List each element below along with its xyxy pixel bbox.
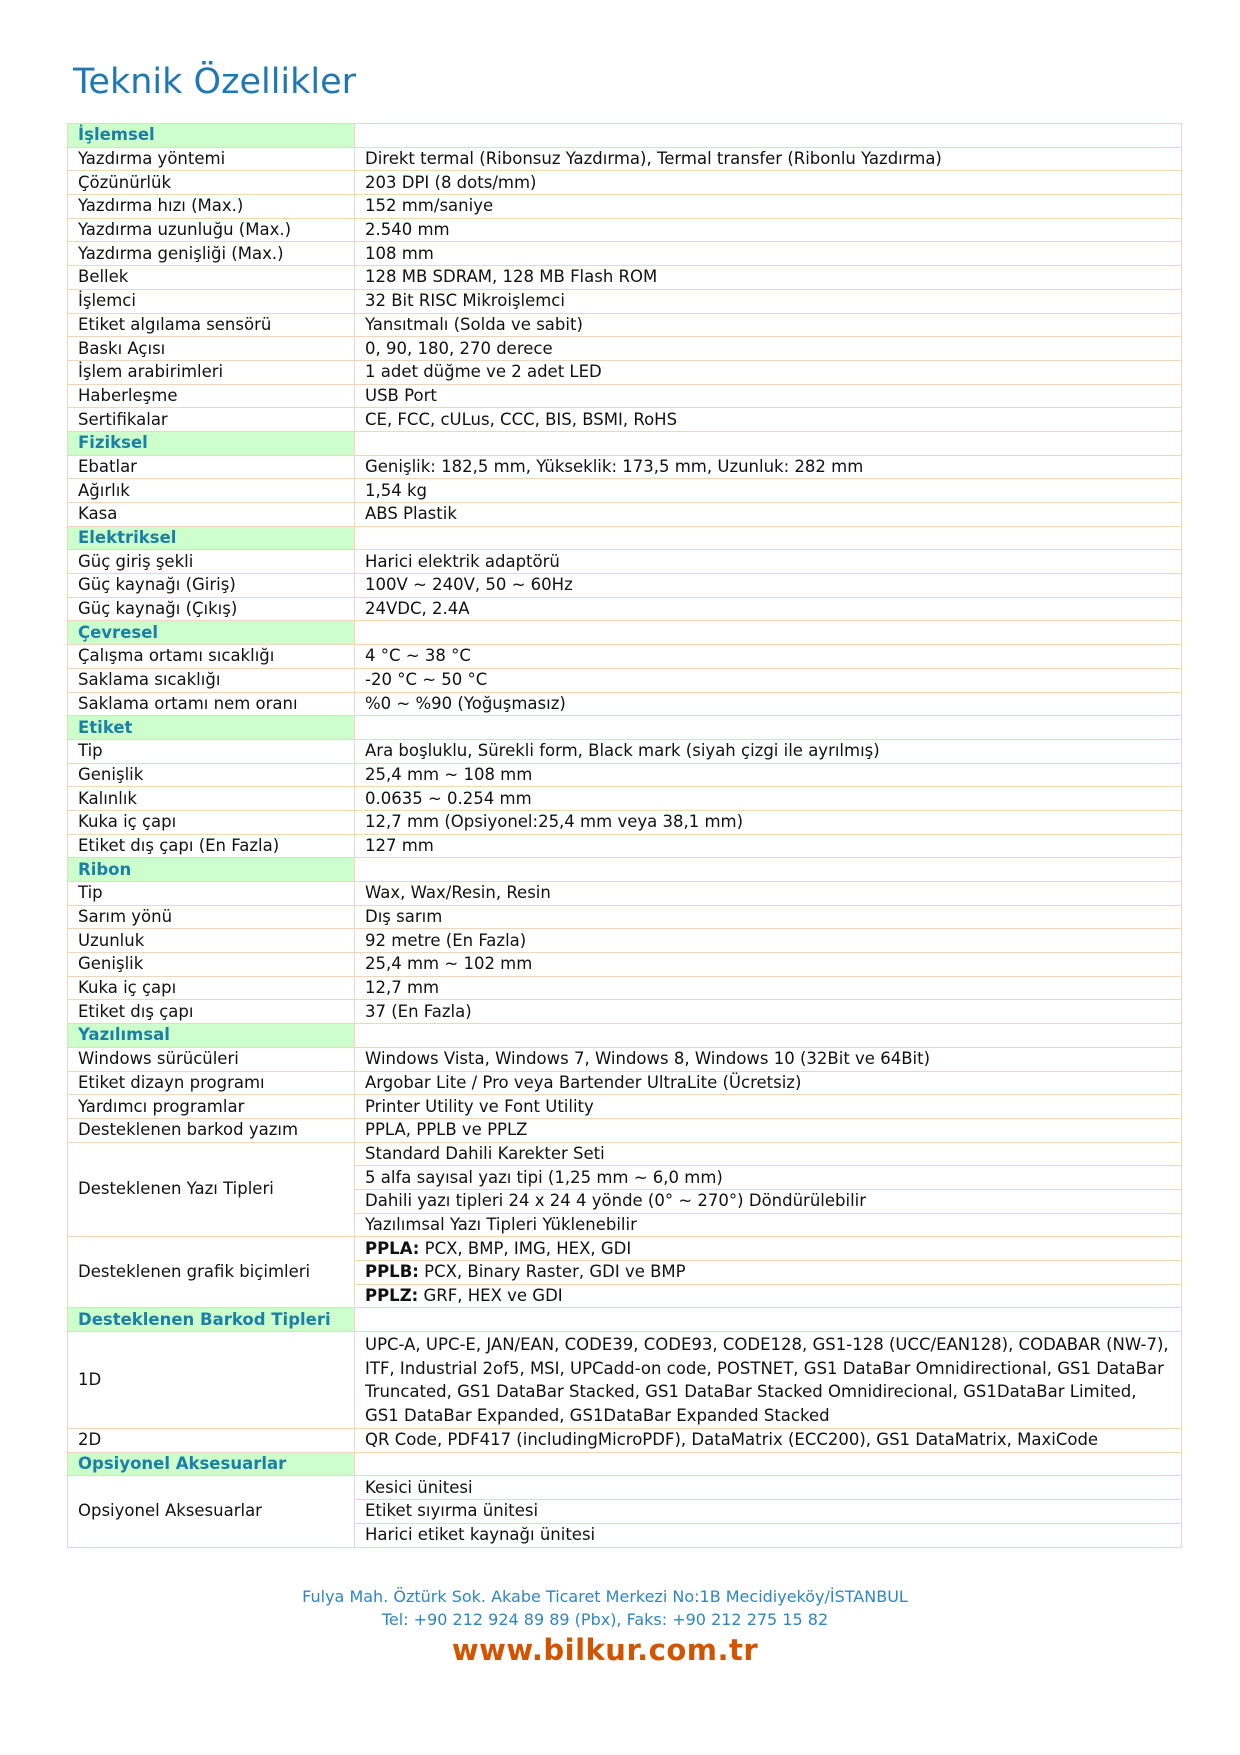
footer-address: Fulya Mah. Öztürk Sok. Akabe Ticaret Merkezi No:1B Mecidiyeköy/İSTANBUL xyxy=(302,1587,908,1606)
spec-value: Dış sarım xyxy=(355,905,1182,929)
table-row xyxy=(68,1429,1182,1453)
table-row xyxy=(68,1476,1182,1500)
spec-label: Sertifikalar xyxy=(68,408,355,432)
table-row xyxy=(68,1047,1182,1071)
spec-label: Genişlik xyxy=(68,763,355,787)
format-list: GRF, HEX ve GDI xyxy=(418,1286,563,1306)
table-row xyxy=(68,668,1182,692)
spec-value: 128 MB SDRAM, 128 MB Flash ROM xyxy=(355,266,1182,290)
spec-value: 1 adet düğme ve 2 adet LED xyxy=(355,360,1182,384)
table-row xyxy=(68,574,1182,598)
spec-value: 152 mm/saniye xyxy=(355,195,1182,219)
spec-value: 12,7 mm xyxy=(355,976,1182,1000)
spec-label: Desteklenen grafik biçimleri xyxy=(68,1237,355,1308)
spec-value: Harici etiket kaynağı ünitesi xyxy=(355,1523,1182,1547)
spec-label: Kalınlık xyxy=(68,787,355,811)
spec-value: %0 ~ %90 (Yoğuşmasız) xyxy=(355,692,1182,716)
spec-label: Genişlik xyxy=(68,953,355,977)
spec-value: Genişlik: 182,5 mm, Yükseklik: 173,5 mm, Uzunluk: 282 mm xyxy=(355,455,1182,479)
spec-label: Güç giriş şekli xyxy=(68,550,355,574)
spec-label: Kuka iç çapı xyxy=(68,810,355,834)
spec-value: 203 DPI (8 dots/mm) xyxy=(355,171,1182,195)
spec-label: Haberleşme xyxy=(68,384,355,408)
table-row xyxy=(68,503,1182,527)
table-row xyxy=(68,242,1182,266)
spec-label: Uzunluk xyxy=(68,929,355,953)
table-row xyxy=(68,810,1182,834)
footer-phone: Tel: +90 212 924 89 89 (Pbx), Faks: +90 212 275 15 82 xyxy=(381,1610,829,1629)
spec-label: Windows sürücüleri xyxy=(68,1047,355,1071)
spec-label: Güç kaynağı (Giriş) xyxy=(68,574,355,598)
spec-value: 92 metre (En Fazla) xyxy=(355,929,1182,953)
table-row xyxy=(68,195,1182,219)
spec-value: CE, FCC, cULus, CCC, BIS, BSMI, RoHS xyxy=(355,408,1182,432)
section-title: Çevresel xyxy=(68,621,355,645)
table-row xyxy=(68,1142,1182,1166)
spec-value: 1,54 kg xyxy=(355,479,1182,503)
spec-label: 2D xyxy=(68,1429,355,1453)
table-row xyxy=(68,455,1182,479)
spec-value: Wax, Wax/Resin, Resin xyxy=(355,882,1182,906)
table-row xyxy=(68,976,1182,1000)
section-title: Desteklenen Barkod Tipleri xyxy=(68,1308,355,1332)
table-row xyxy=(68,147,1182,171)
spec-table xyxy=(67,123,1182,1548)
table-row xyxy=(68,550,1182,574)
spec-label: Etiket dış çapı (En Fazla) xyxy=(68,834,355,858)
spec-label: İşlem arabirimleri xyxy=(68,360,355,384)
section-header xyxy=(68,124,1182,148)
spec-value: 25,4 mm ~ 102 mm xyxy=(355,953,1182,977)
spec-value: -20 °C ~ 50 °C xyxy=(355,668,1182,692)
table-row xyxy=(68,905,1182,929)
format-name: PPLA: xyxy=(365,1238,420,1258)
spec-value: Yansıtmalı (Solda ve sabit) xyxy=(355,313,1182,337)
section-title: İşlemsel xyxy=(68,124,355,148)
spec-label: Baskı Açısı xyxy=(68,337,355,361)
format-name: PPLZ: xyxy=(365,1286,419,1306)
spec-value: Standard Dahili Karekter Seti xyxy=(355,1142,1182,1166)
section-header xyxy=(68,716,1182,740)
table-row xyxy=(68,1071,1182,1095)
spec-label: Ağırlık xyxy=(68,479,355,503)
spec-value xyxy=(355,1261,1182,1285)
spec-label: Desteklenen Yazı Tipleri xyxy=(68,1142,355,1237)
spec-value: 100V ~ 240V, 50 ~ 60Hz xyxy=(355,574,1182,598)
spec-label: Yazdırma uzunluğu (Max.) xyxy=(68,218,355,242)
table-row xyxy=(68,337,1182,361)
table-row xyxy=(68,1118,1182,1142)
spec-value: Harici elektrik adaptörü xyxy=(355,550,1182,574)
spec-label: 1D xyxy=(68,1332,355,1429)
spec-label: Kuka iç çapı xyxy=(68,976,355,1000)
table-row xyxy=(68,266,1182,290)
spec-label: Tip xyxy=(68,882,355,906)
spec-value: 12,7 mm (Opsiyonel:25,4 mm veya 38,1 mm) xyxy=(355,810,1182,834)
table-row xyxy=(68,479,1182,503)
table-row xyxy=(68,171,1182,195)
spec-label: Opsiyonel Aksesuarlar xyxy=(68,1476,355,1547)
section-title: Opsiyonel Aksesuarlar xyxy=(68,1452,355,1476)
spec-label: Güç kaynağı (Çıkış) xyxy=(68,597,355,621)
spec-value: 2.540 mm xyxy=(355,218,1182,242)
spec-label: Yardımcı programlar xyxy=(68,1095,355,1119)
table-row xyxy=(68,1237,1182,1261)
footer-website[interactable]: www.bilkur.com.tr xyxy=(451,1633,759,1667)
table-row xyxy=(68,1000,1182,1024)
section-title: Fiziksel xyxy=(68,431,355,455)
section-title: Etiket xyxy=(68,716,355,740)
spec-value: Ara boşluklu, Sürekli form, Black mark (siyah çizgi ile ayrılmış) xyxy=(355,739,1182,763)
section-header xyxy=(68,526,1182,550)
table-row xyxy=(68,384,1182,408)
table-row xyxy=(68,313,1182,337)
spec-value: 24VDC, 2.4A xyxy=(355,597,1182,621)
table-row xyxy=(68,289,1182,313)
spec-value: 0, 90, 180, 270 derece xyxy=(355,337,1182,361)
spec-value: 5 alfa sayısal yazı tipi (1,25 mm ~ 6,0 mm) xyxy=(355,1166,1182,1190)
spec-label: Saklama sıcaklığı xyxy=(68,668,355,692)
spec-value: Argobar Lite / Pro veya Bartender UltraLite (Ücretsiz) xyxy=(355,1071,1182,1095)
spec-label: Saklama ortamı nem oranı xyxy=(68,692,355,716)
spec-value: Dahili yazı tipleri 24 x 24 4 yönde (0° ~ 270°) Döndürülebilir xyxy=(355,1189,1182,1213)
table-row xyxy=(68,1332,1182,1429)
section-title: Yazılımsal xyxy=(68,1024,355,1048)
spec-label: Etiket dış çapı xyxy=(68,1000,355,1024)
section-header xyxy=(68,858,1182,882)
spec-value: 108 mm xyxy=(355,242,1182,266)
spec-label: Etiket dizayn programı xyxy=(68,1071,355,1095)
spec-value: 37 (En Fazla) xyxy=(355,1000,1182,1024)
section-title: Elektriksel xyxy=(68,526,355,550)
spec-value xyxy=(355,1237,1182,1261)
section-header xyxy=(68,1452,1182,1476)
page-title: Teknik Özellikler xyxy=(73,62,357,102)
table-row xyxy=(68,929,1182,953)
table-row xyxy=(68,763,1182,787)
spec-value: Printer Utility ve Font Utility xyxy=(355,1095,1182,1119)
spec-label: Sarım yönü xyxy=(68,905,355,929)
spec-value: QR Code, PDF417 (includingMicroPDF), DataMatrix (ECC200), GS1 DataMatrix, MaxiCode xyxy=(355,1429,1182,1453)
spec-value xyxy=(355,1284,1182,1308)
spec-value: 127 mm xyxy=(355,834,1182,858)
spec-value: Windows Vista, Windows 7, Windows 8, Windows 10 (32Bit ve 64Bit) xyxy=(355,1047,1182,1071)
format-name: PPLB: xyxy=(365,1262,419,1282)
table-row xyxy=(68,692,1182,716)
spec-label: Çalışma ortamı sıcaklığı xyxy=(68,645,355,669)
spec-value: ABS Plastik xyxy=(355,503,1182,527)
table-row xyxy=(68,953,1182,977)
spec-value: Direkt termal (Ribonsuz Yazdırma), Termal transfer (Ribonlu Yazdırma) xyxy=(355,147,1182,171)
spec-label: Yazdırma hızı (Max.) xyxy=(68,195,355,219)
spec-label: Yazdırma yöntemi xyxy=(68,147,355,171)
section-header xyxy=(68,1024,1182,1048)
spec-label: Kasa xyxy=(68,503,355,527)
section-header xyxy=(68,1308,1182,1332)
spec-value: 0.0635 ~ 0.254 mm xyxy=(355,787,1182,811)
spec-value: Yazılımsal Yazı Tipleri Yüklenebilir xyxy=(355,1213,1182,1237)
table-row xyxy=(68,597,1182,621)
format-list: PCX, Binary Raster, GDI ve BMP xyxy=(418,1262,686,1282)
table-row xyxy=(68,787,1182,811)
spec-label: Bellek xyxy=(68,266,355,290)
spec-value: 4 °C ~ 38 °C xyxy=(355,645,1182,669)
table-row xyxy=(68,882,1182,906)
table-row xyxy=(68,834,1182,858)
spec-label: Yazdırma genişliği (Max.) xyxy=(68,242,355,266)
section-title: Ribon xyxy=(68,858,355,882)
table-row xyxy=(68,739,1182,763)
format-list: PCX, BMP, IMG, HEX, GDI xyxy=(419,1238,632,1258)
spec-value: USB Port xyxy=(355,384,1182,408)
spec-value: Kesici ünitesi xyxy=(355,1476,1182,1500)
table-row xyxy=(68,218,1182,242)
table-row xyxy=(68,1095,1182,1119)
spec-value: UPC-A, UPC-E, JAN/EAN, CODE39, CODE93, CODE128, GS1-128 (UCC/EAN128), CODABAR (NW-7), ITF, Industrial 2of5, MSI, UPCadd-on code, POSTNET, GS1 DataBar Omnidirectional, GS1 DataBar Truncated, GS1 DataBar Stacked, GS1 DataBar Stacked Omnidirecional, GS1DataBar Limited, GS1 DataBar Expanded, GS1DataBar Expanded Stacked xyxy=(355,1332,1182,1429)
spec-label: Çözünürlük xyxy=(68,171,355,195)
spec-label: Desteklenen barkod yazım xyxy=(68,1118,355,1142)
table-row xyxy=(68,645,1182,669)
table-row xyxy=(68,360,1182,384)
section-header xyxy=(68,431,1182,455)
spec-value: Etiket sıyırma ünitesi xyxy=(355,1500,1182,1524)
spec-label: İşlemci xyxy=(68,289,355,313)
spec-value: PPLA, PPLB ve PPLZ xyxy=(355,1118,1182,1142)
table-row xyxy=(68,408,1182,432)
spec-label: Ebatlar xyxy=(68,455,355,479)
spec-value: 25,4 mm ~ 108 mm xyxy=(355,763,1182,787)
section-header xyxy=(68,621,1182,645)
spec-value: 32 Bit RISC Mikroişlemci xyxy=(355,289,1182,313)
spec-label: Etiket algılama sensörü xyxy=(68,313,355,337)
spec-label: Tip xyxy=(68,739,355,763)
